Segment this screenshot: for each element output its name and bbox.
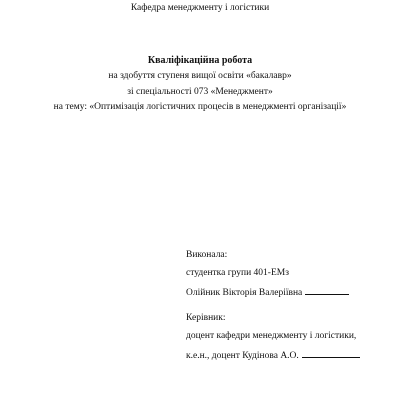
supervisor-name-row	[186, 348, 360, 361]
performed-by-label: Виконала:	[186, 250, 228, 260]
supervisor-label: Керівник:	[186, 313, 226, 323]
student-name-row	[186, 285, 349, 298]
department-name: Кафедра менеджменту і логістики	[130, 3, 270, 13]
supervisor-name: к.е.н., доцент Кудінова А.О.	[186, 351, 299, 361]
degree-line: на здобуття ступеня вищої освіти «бакалавр»	[108, 71, 292, 81]
student-group: студентка групи 401-ЕМз	[186, 268, 289, 278]
student-name: Олійник Вікторія Валеріївна	[186, 288, 303, 298]
student-signature-line	[305, 285, 349, 295]
work-title: Кваліфікаційна робота	[147, 55, 253, 66]
supervisor-position: доцент кафедри менеджменту і логістики,	[186, 331, 357, 341]
supervisor-signature-line	[302, 348, 360, 358]
topic-line: на тему: «Оптимізація логістичних процесів в менеджменті організації»	[53, 102, 347, 112]
specialty-line: зі спеціальності 073 «Менеджмент»	[127, 87, 273, 97]
